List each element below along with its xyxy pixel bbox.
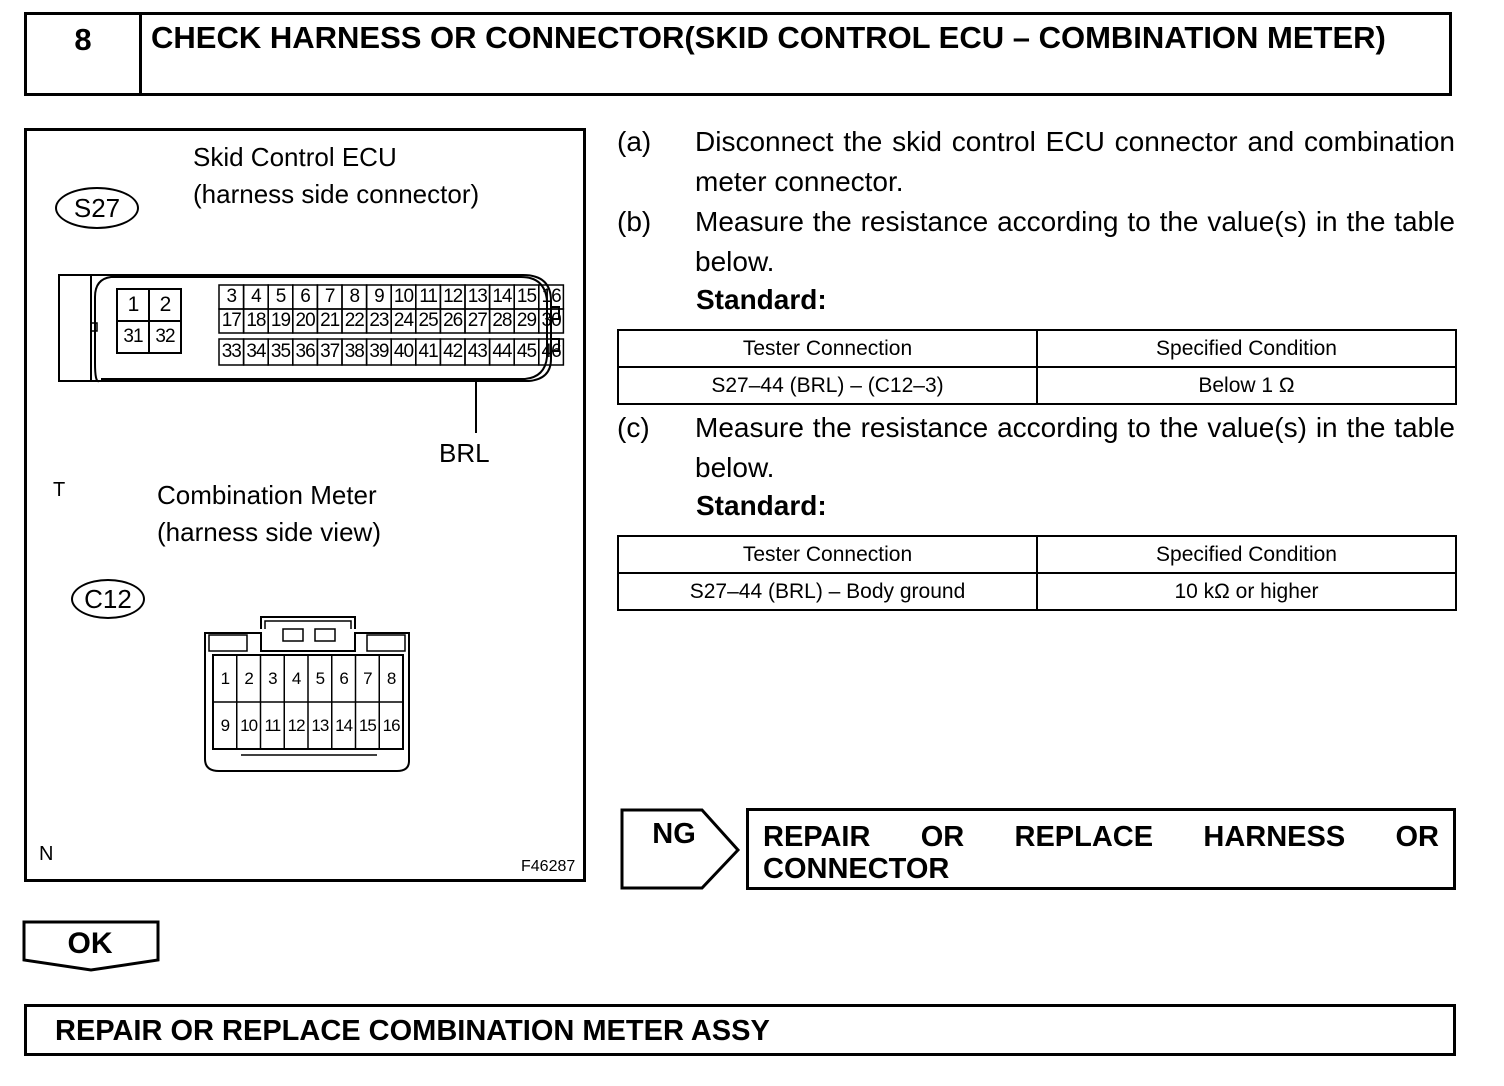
pin-label: 42: [443, 341, 463, 362]
pin-label: 44: [492, 341, 512, 362]
pin-label: 19: [270, 310, 291, 331]
pin-label: 18: [246, 310, 266, 331]
table-header-cell: Tester Connection: [618, 536, 1037, 573]
standard-label-2: Standard:: [696, 490, 827, 521]
pin-label: 28: [492, 310, 512, 331]
pin-label: 10: [393, 286, 414, 307]
pin-label: 29: [516, 310, 537, 331]
step-b: [617, 202, 1457, 282]
standard-label-1: Standard:: [696, 284, 827, 315]
pin-label: 27: [467, 310, 487, 331]
pin-label: 33: [221, 341, 241, 362]
pin-label: 35: [270, 341, 291, 362]
step-c-letter: (c): [617, 412, 650, 443]
pin-label: 7: [363, 669, 372, 688]
pin-label: 8: [386, 669, 396, 688]
ng-word: OR: [920, 821, 965, 853]
pin-label: 6: [300, 286, 310, 307]
figure-id: F46287: [521, 858, 576, 875]
pin-label: 7: [324, 286, 335, 307]
pin-label: 36: [295, 341, 315, 362]
table-cell-condition: 10 kΩ or higher: [1037, 573, 1456, 610]
step-c: [617, 408, 1457, 488]
step-b-text: Measure the resistance according to the value(s) in the table below.: [695, 206, 1455, 277]
ng-word: REPLACE: [1014, 821, 1154, 853]
pin-label: 37: [320, 341, 340, 362]
pin-label: 15: [358, 716, 376, 735]
spec-table-2: [617, 535, 1457, 611]
pin-label: 16: [541, 286, 561, 307]
brl-leader-line: [467, 379, 487, 435]
pin-label: 41: [418, 341, 438, 362]
final-action: REPAIR OR REPLACE COMBINATION METER ASSY: [24, 1004, 1456, 1056]
spec-table-1: [617, 329, 1457, 405]
pin-label: 12: [287, 716, 305, 735]
table-row: [618, 367, 1456, 404]
step-c-text: Measure the resistance according to the value(s) in the table below.: [695, 412, 1455, 483]
pin-label: 23: [369, 310, 389, 331]
meter-label: Combination Meter: [157, 480, 377, 510]
pin-label: 6: [339, 669, 348, 688]
table-row: [618, 573, 1456, 610]
pin-label: 32: [155, 326, 175, 347]
ecu-sublabel: (harness side connector): [193, 179, 480, 209]
pin-label: 9: [374, 286, 384, 307]
pin-label: 14: [492, 286, 512, 307]
pin-label: 43: [467, 341, 487, 362]
mark-n: N: [39, 843, 54, 865]
table-cell-connection: S27–44 (BRL) – Body ground: [618, 573, 1037, 610]
brl-wire-label: BRL: [439, 438, 490, 468]
pin-label: 26: [443, 310, 463, 331]
pin-label: 4: [251, 286, 261, 307]
ecu-code-badge: S27: [55, 187, 139, 229]
mark-t: T: [53, 479, 66, 501]
pin-label: 3: [226, 286, 237, 307]
pin-label: 38: [344, 341, 364, 362]
pin-label: 8: [349, 286, 360, 307]
pin-label: 11: [264, 716, 281, 735]
pin-label: 9: [220, 716, 230, 735]
pin-label: 2: [244, 669, 253, 688]
step-a: [617, 122, 1457, 202]
ng-word: OR: [1395, 821, 1439, 853]
pin-label: 20: [295, 310, 315, 331]
pin-label: 4: [291, 669, 301, 688]
table-cell-connection: S27–44 (BRL) – (C12–3): [618, 367, 1037, 404]
meter-code-badge: C12: [71, 579, 145, 619]
pin-label: 13: [467, 286, 487, 307]
ng-word: HARNESS: [1203, 821, 1346, 853]
pin-label: 39: [369, 341, 389, 362]
pin-label: 2: [159, 293, 171, 316]
step-header: [24, 12, 1452, 96]
pin-label: 24: [393, 310, 414, 331]
ok-label: OK: [67, 927, 113, 960]
step-a-letter: (a): [617, 126, 652, 157]
pin-label: 22: [344, 310, 364, 331]
pin-label: 5: [315, 669, 325, 688]
pin-label: 14: [335, 716, 353, 735]
pin-label: 34: [246, 341, 266, 362]
ng-label: NG: [652, 818, 696, 850]
table-header-row: [618, 330, 1456, 367]
table-header-cell: Specified Condition: [1037, 536, 1456, 573]
pin-label: 5: [275, 286, 286, 307]
table-header-cell: Specified Condition: [1037, 330, 1456, 367]
ng-action-line2: CONNECTOR: [763, 853, 950, 885]
ng-action: [746, 808, 1456, 890]
pin-label: 25: [418, 310, 438, 331]
ecu-label: Skid Control ECU: [193, 142, 397, 172]
step-number: 8: [27, 15, 142, 93]
table-header-row: [618, 536, 1456, 573]
pin-label: 11: [419, 286, 437, 307]
pin-label: 1: [220, 669, 230, 688]
pin-label: 15: [516, 286, 537, 307]
table-header-cell: Tester Connection: [618, 330, 1037, 367]
pin-label: 31: [123, 326, 143, 347]
connector-diagram: [24, 128, 586, 882]
pin-label: 16: [382, 716, 400, 735]
table-cell-condition: Below 1 Ω: [1037, 367, 1456, 404]
pin-label: 3: [268, 669, 277, 688]
ng-word: REPAIR: [763, 821, 871, 853]
pin-label: 45: [516, 341, 537, 362]
pin-label: 21: [320, 310, 340, 331]
pin-label: 1: [127, 293, 139, 316]
pin-label: 12: [443, 286, 463, 307]
meter-sublabel: (harness side view): [157, 517, 381, 547]
step-a-text: Disconnect the skid control ECU connector and combination meter connector.: [695, 126, 1455, 197]
step-title: CHECK HARNESS OR CONNECTOR(SKID CONTROL ECU – COMBINATION METER): [151, 20, 1386, 55]
pin-label: 10: [240, 716, 258, 735]
pin-label: 17: [221, 310, 241, 331]
pin-label: 46: [541, 341, 561, 362]
pin-label: 13: [311, 716, 329, 735]
ng-action-line1: [763, 821, 1439, 853]
pin-label: 40: [393, 341, 414, 362]
pin-label: 30: [541, 310, 561, 331]
step-b-letter: (b): [617, 206, 652, 237]
